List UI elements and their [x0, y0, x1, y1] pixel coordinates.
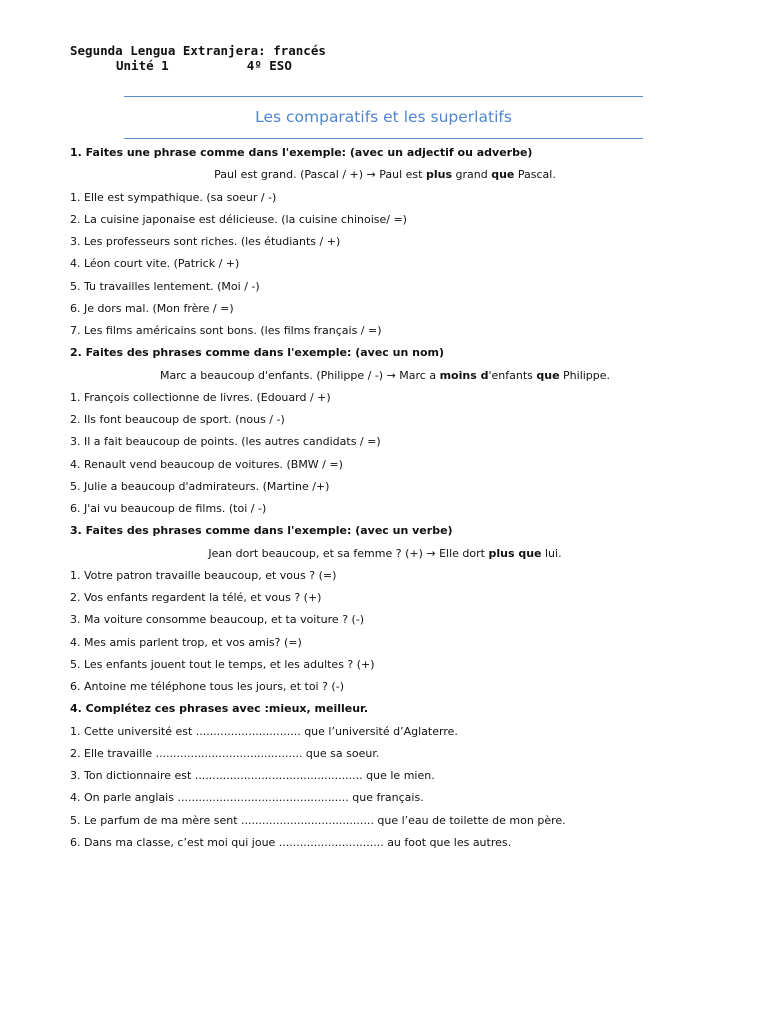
title-bottom-rule [124, 138, 643, 139]
exercise-item: 4. Mes amis parlent trop, et vos amis? (=) [70, 635, 302, 649]
exercise-item: 2. La cuisine japonaise est délicieuse. (la cuisine chinoise/ =) [70, 212, 407, 226]
unit-label: Unité 1 [116, 58, 169, 73]
page-title: Les comparatifs et les superlatifs [255, 108, 512, 126]
example-text: Pascal. [514, 168, 556, 182]
example-keyword: plus [425, 168, 452, 182]
exercise-body [70, 144, 700, 856]
example-text: Philippe. [559, 368, 611, 382]
example-text: Paul est grand. (Pascal / +) [214, 168, 367, 182]
section-2-heading: 2. Faites des phrases comme dans l'exemple: (avec un nom) [70, 346, 445, 360]
unit-line [116, 58, 326, 73]
example-keyword: plus que [488, 546, 542, 560]
example-text: Jean dort beaucoup, et sa femme ? (+) [208, 546, 427, 560]
exercise-item: 7. Les films américains sont bons. (les films français / =) [70, 324, 382, 337]
exercise-item: 4. Renault vend beaucoup de voitures. (BMW / =) [70, 457, 343, 471]
exercise-item: 3. Ton dictionnaire est ................................................ que le mien. [70, 769, 435, 782]
example-text: Marc a beaucoup d'enfants. (Philippe / -) [159, 368, 387, 382]
exercise-item: 1. Votre patron travaille beaucoup, et vous ? (=) [70, 568, 337, 582]
arrow-icon: → [386, 368, 396, 382]
subject-line: Segunda Lengua Extranjera: francés [70, 43, 326, 58]
exercise-item: 5. Tu travailles lentement. (Moi / -) [70, 279, 260, 293]
exercise-item: 2. Vos enfants regardent la télé, et vous ? (+) [70, 591, 322, 604]
exercise-item: 1. François collectionne de livres. (Edouard / +) [70, 390, 331, 404]
exercise-item: 2. Elle travaille .......................................... que sa soeur. [70, 746, 380, 760]
title-top-rule [124, 96, 643, 97]
exercise-item: 3. Ma voiture consomme beaucoup, et ta voiture ? (-) [70, 613, 365, 627]
exercise-item: 4. On parle anglais ................................................. que français. [70, 791, 424, 805]
exercise-item: 1. Elle est sympathique. (sa soeur / -) [70, 190, 277, 204]
exercise-item: 6. Antoine me téléphone tous les jours, et toi ? (-) [70, 680, 344, 693]
section-1-example [70, 166, 700, 188]
example-text: grand [452, 168, 492, 182]
example-text: Marc a [395, 368, 440, 382]
section-3-example [70, 545, 700, 567]
example-text: Elle dort [435, 546, 489, 560]
exercise-item: 6. J'ai vu beaucoup de films. (toi / -) [70, 502, 267, 515]
grade-label: 4º ESO [246, 58, 292, 73]
exercise-item: 4. Léon court vite. (Patrick / +) [70, 257, 240, 271]
arrow-icon: → [366, 168, 376, 182]
section-3-heading: 3. Faites des phrases comme dans l'exemple: (avec un verbe) [70, 524, 453, 538]
exercise-item: 3. Les professeurs sont riches. (les étudiants / +) [70, 235, 341, 248]
section-1-heading: 1. Faites une phrase comme dans l'exemple: (avec un adjectif ou adverbe) [70, 146, 533, 159]
example-keyword: que [491, 168, 515, 182]
arrow-icon: → [426, 546, 436, 560]
exercise-item: 5. Le parfum de ma mère sent ...................................... que l’eau de toilette de mon père. [70, 813, 566, 827]
example-keyword: que [536, 368, 560, 382]
exercise-item: 2. Ils font beaucoup de sport. (nous / -) [70, 413, 285, 426]
document-header [70, 43, 326, 73]
exercise-item: 6. Dans ma classe, c’est moi qui joue .............................. au foot que les autres. [70, 835, 512, 849]
section-4-heading: 4. Complétez ces phrases avec :mieux, meilleur. [70, 702, 369, 716]
example-text: Paul est [375, 168, 426, 182]
example-keyword: moins d [439, 368, 489, 382]
example-text: 'enfants [488, 368, 537, 382]
exercise-item: 1. Cette université est .............................. que l’université d’Aglaterre. [70, 724, 458, 738]
example-text: lui. [541, 546, 562, 560]
section-2-example [70, 367, 700, 389]
exercise-item: 6. Je dors mal. (Mon frère / =) [70, 301, 234, 315]
exercise-item: 5. Julie a beaucoup d'admirateurs. (Martine /+) [70, 479, 330, 493]
exercise-item: 3. Il a fait beaucoup de points. (les autres candidats / =) [70, 435, 381, 449]
exercise-item: 5. Les enfants jouent tout le temps, et les adultes ? (+) [70, 657, 375, 671]
